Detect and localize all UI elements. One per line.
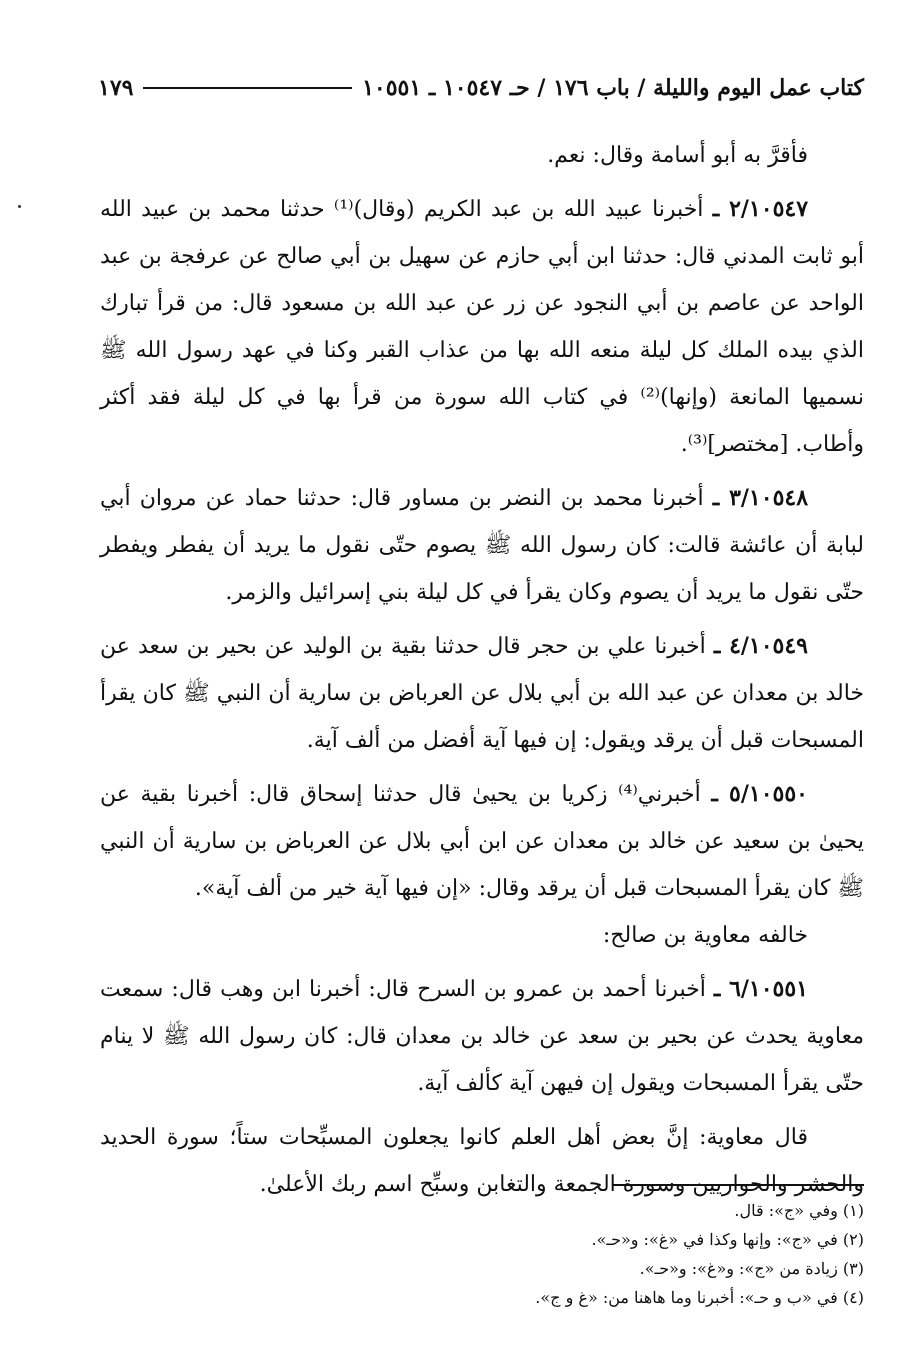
page-number: ١٧٩ [98,75,134,101]
header-title: كتاب عمل اليوم والليلة / باب ١٧٦ / حـ ١٠٥٤٧ ـ ١٠٥٥١ [362,75,864,101]
running-header [98,66,864,110]
hadith-number: ٦/١٠٥٥١ ـ [713,976,808,1002]
hadith-text: أخبرني⁽⁴⁾ زكريا بن يحيىٰ قال حدثنا إسحاق قال: أخبرنا بقية عن يحيىٰ بن سعيد عن خالد بن معدان عن ابن أبي بلال عن العرباض بن سارية أن النبي ﷺ كان يقرأ المسبحات قبل أن يرقد وقال: «إن فيها آية خير من ألف آية». [100,782,864,901]
hadith-10547 [100,186,864,468]
paragraph-text: فأقرَّ به أبو أسامة وقال: نعم. [547,143,808,168]
hadith-text: أخبرنا علي بن حجر قال حدثنا بقية بن الوليد عن بحير بن سعد عن خالد بن معدان عن عبد الله بن أبي بلال عن العرباض بن سارية أن النبي ﷺ كان يقرأ المسبحات قبل أن يرقد ويقول: إن فيها آية أفضل من ألف آية. [100,634,864,753]
hadith-10548 [100,475,864,616]
paragraph-transition [100,912,864,959]
paragraph-muawiya [100,1114,864,1208]
header-rule [143,87,352,89]
hadith-10549 [100,623,864,764]
hadith-number: ٥/١٠٥٥٠ ـ [711,781,808,807]
footnote-1: (١) وفي «ج»: قال. [734,1201,864,1220]
hadith-text: أخبرنا أحمد بن عمرو بن السرح قال: أخبرنا ابن وهب قال: سمعت معاوية يحدث عن بحير بن سعد عن خالد بن معدان قال: كان رسول الله ﷺ لا ينام حتّى يقرأ المسبحات ويقول إن فيهن آية كألف آية. [100,977,864,1096]
paragraph-text: قال معاوية: إنَّ بعض أهل العلم كانوا يجعلون المسبِّحات ستاً؛ سورة الحديد والحشر والحواريين وسورة الجمعة والتغابن وسبِّح اسم ربك الأعلىٰ. [100,1125,864,1197]
footnote-3: (٣) زيادة من «ج»: و«غ»: و«حـ». [639,1259,864,1278]
hadith-number: ٣/١٠٥٤٨ ـ [712,485,809,511]
footnote-4: (٤) في «ب و حـ»: أخبرنا وما هاهنا من: «غ و ج». [535,1288,864,1307]
hadith-number: ٢/١٠٥٤٧ ـ [712,196,809,222]
footnote-2: (٢) في «ج»: وإنها وكذا في «غ»: و«حـ». [591,1230,864,1249]
paragraph-text: خالفه معاوية بن صالح: [602,923,808,948]
hadith-text: أخبرنا محمد بن النضر بن مساور قال: حدثنا حماد عن مروان أبي لبابة أن عائشة قالت: كان رسول الله ﷺ يصوم حتّى نقول ما يريد أن يفطر ويفطر حتّى نقول ما يريد أن يصوم وكان يقرأ في كل ليلة بني إسرائيل والزمر. [100,486,864,605]
hadith-text: أخبرنا عبيد الله بن عبد الكريم (وقال)⁽¹⁾ حدثنا محمد بن عبيد الله أبو ثابت المدني قال: حدثنا ابن أبي حازم عن سهيل بن أبي صالح عن عرفجة بن عبد الواحد عن عاصم بن أبي النجود عن زر عن عبد الله بن مسعود قال: من قرأ تبارك الذي بيده الملك كل ليلة منعه الله بها من عذاب القبر وكنا في عهد رسول الله ﷺ نسميها المانعة (وإنها)⁽²⁾ في كتاب الله سورة من قرأ بها في كل ليلة فقد أكثر وأطاب. [مختصر]⁽³⁾. [100,197,864,457]
margin-speck [18,205,21,208]
main-text [100,132,864,1208]
footnotes [100,1196,864,1312]
footnote-separator [612,1184,864,1186]
hadith-10550 [100,771,864,912]
hadith-10551 [100,966,864,1107]
paragraph-intro [100,132,864,179]
hadith-number: ٤/١٠٥٤٩ ـ [713,633,808,659]
